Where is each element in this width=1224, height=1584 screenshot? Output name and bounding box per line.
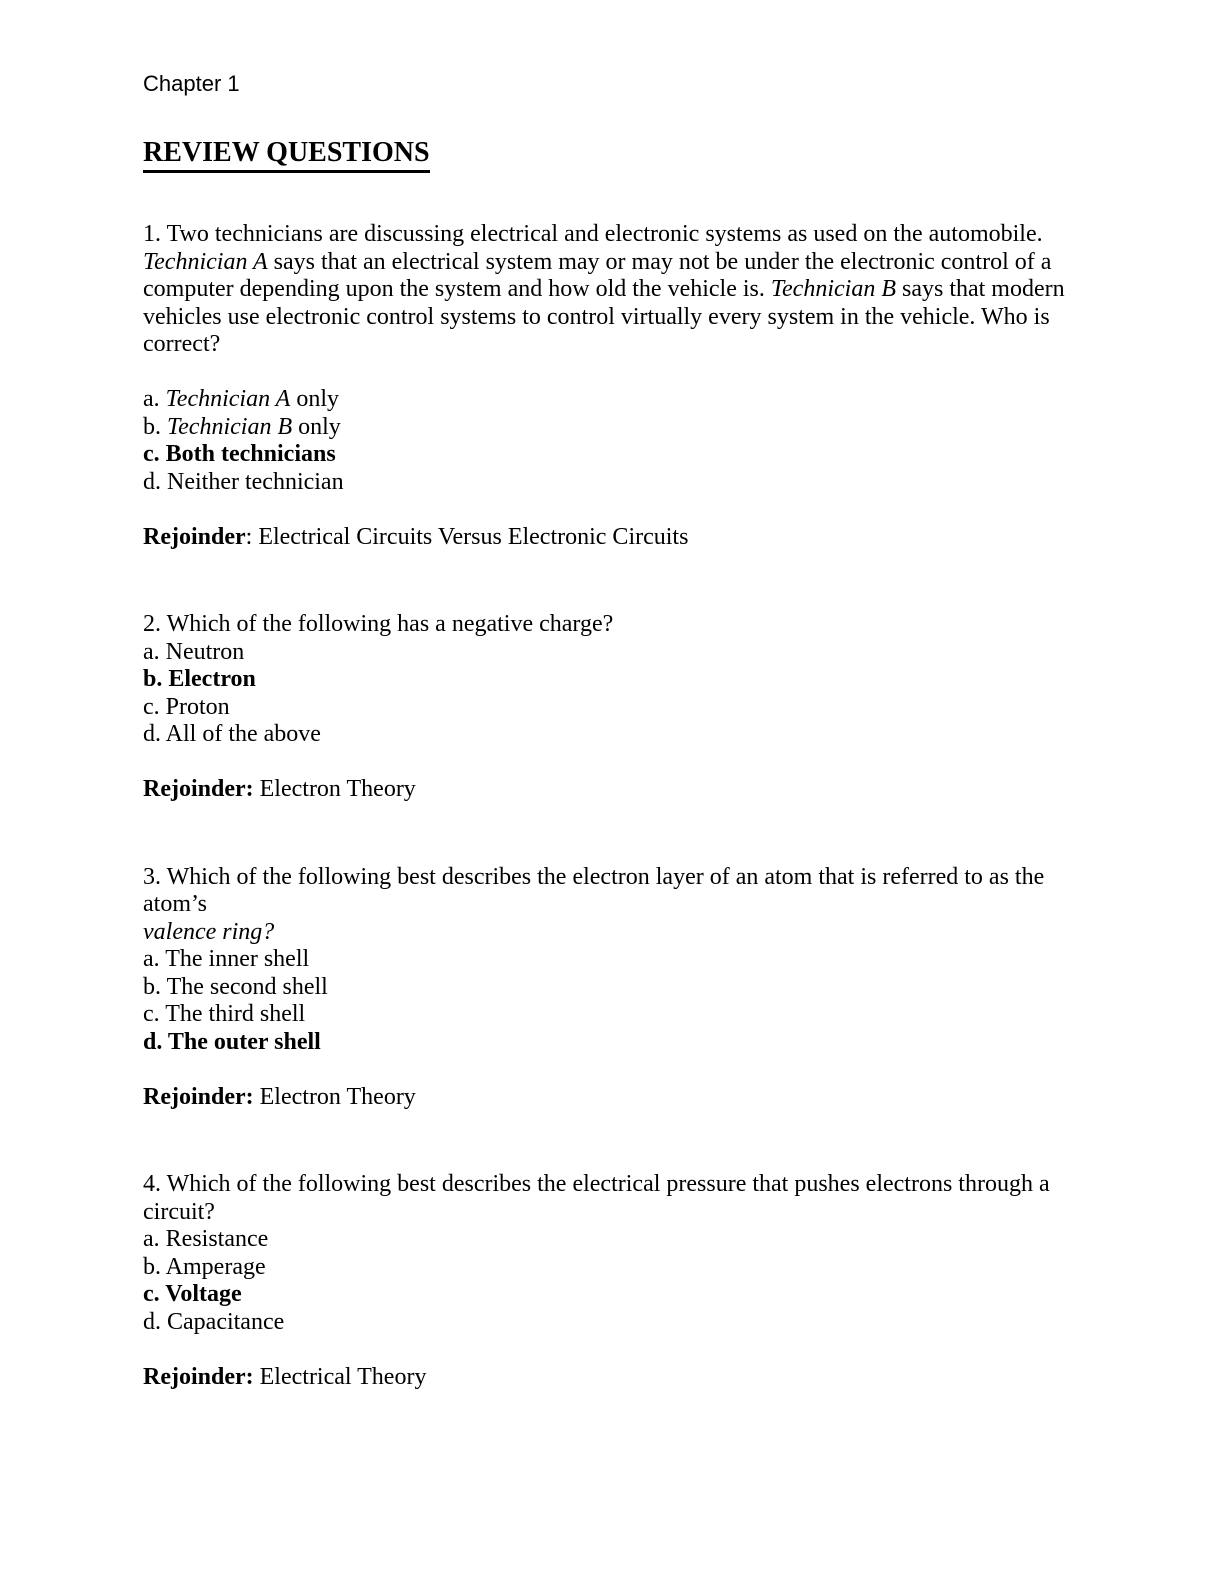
answer-option [143,386,1093,414]
answer-option [143,1254,1093,1282]
text-segment: d. Capacitance [143,1308,285,1335]
question-stem-line [143,891,1093,919]
text-segment: : Electrical Circuits Versus Electronic Circuits [245,523,689,550]
question-stem-line [143,864,1093,892]
text-segment: 4. Which of the following best describes the electrical pressure that pushes electrons through a [143,1171,1050,1197]
answer-option [143,1226,1093,1254]
rejoinder-line [143,524,1093,552]
question-stem-line [143,1199,1093,1227]
text-segment: d. Neither technician [143,468,344,495]
answer-option [143,1001,1093,1029]
question-stem-line [143,276,1093,304]
rejoinder-line [143,1364,1093,1392]
text-segment: c. The third shell [143,1001,306,1027]
text-segment: correct? [143,331,221,357]
question-stem-line [143,249,1093,277]
text-segment: 2. Which of the following has a negative charge? [143,611,614,637]
text-segment: c. Voltage [143,1281,242,1307]
text-segment: a. The inner shell [143,946,310,972]
text-segment: b. The second shell [143,973,328,1000]
answer-option [143,414,1093,442]
answer-option [143,721,1093,749]
text-segment: Electron Theory [253,1083,416,1110]
answer-option [143,469,1093,497]
text-segment: valence ring? [143,918,275,945]
question-stem-line [143,919,1093,947]
question-stem-line [143,331,1093,359]
text-segment: atom’s [143,891,207,917]
text-segment: Technician B [167,413,293,440]
question-block [143,611,1093,804]
answer-option [143,666,1093,694]
text-segment: Rejoinder: [143,1363,254,1390]
question-stem [143,221,1093,359]
rejoinder-line [143,1084,1093,1112]
question-block [143,221,1093,551]
text-segment: 1. Two technicians are discussing electrical and electronic systems as used on the automobile. [143,221,1043,247]
question-stem-line [143,304,1093,332]
text-segment: only [292,413,341,440]
text-segment: computer depending upon the system and how old the vehicle is. [143,276,771,302]
answer-options [143,639,1093,749]
text-segment: b. [143,413,167,440]
text-segment: a. Neutron [143,638,245,665]
text-segment: Technician B [770,276,896,302]
text-segment: Electrical Theory [253,1363,427,1390]
answer-option [143,974,1093,1002]
answer-option [143,1281,1093,1309]
text-segment: d. All of the above [143,721,321,747]
page-title: REVIEW QUESTIONS [143,137,430,173]
answer-options [143,386,1093,496]
question-stem-line [143,1171,1093,1199]
answer-option [143,639,1093,667]
text-segment: c. Proton [143,693,230,720]
text-segment: circuit? [143,1198,215,1225]
text-segment: only [290,386,339,412]
question-stem [143,611,1093,639]
text-segment: a. [143,386,166,412]
text-segment: says that an electrical system may or may not be under the electronic control of a [267,248,1052,275]
text-segment: b. Amperage [143,1253,266,1280]
answer-option [143,1029,1093,1057]
text-segment: Rejoinder [143,523,246,550]
rejoinder-line [143,776,1093,804]
question-block [143,1171,1093,1391]
text-segment: Rejoinder: [143,776,254,802]
answer-option [143,694,1093,722]
answer-options [143,946,1093,1056]
text-segment: vehicles use electronic control systems to control virtually every system in the vehicle. Who is [143,303,1050,330]
question-stem-line [143,611,1093,639]
text-segment: a. Resistance [143,1226,269,1252]
text-segment: Technician A [165,386,291,412]
text-segment: c. Both technicians [143,441,336,467]
text-segment: 3. Which of the following best describes the electron layer of an atom that is referred to as the [143,863,1045,890]
text-segment: Electron Theory [253,776,416,802]
text-segment: d. The outer shell [143,1028,321,1055]
questions-list [143,221,1093,1391]
chapter-label: Chapter 1 [143,71,240,96]
question-stem-line [143,221,1093,249]
answer-options [143,1226,1093,1336]
question-block [143,864,1093,1112]
question-stem [143,864,1093,947]
text-segment: b. Electron [143,666,256,692]
question-stem [143,1171,1093,1226]
answer-option [143,1309,1093,1337]
text-segment: says that modern [895,276,1065,302]
answer-option [143,441,1093,469]
answer-option [143,946,1093,974]
text-segment: Rejoinder: [143,1083,254,1110]
page-content [143,70,1093,1391]
text-segment: Technician A [143,248,268,275]
